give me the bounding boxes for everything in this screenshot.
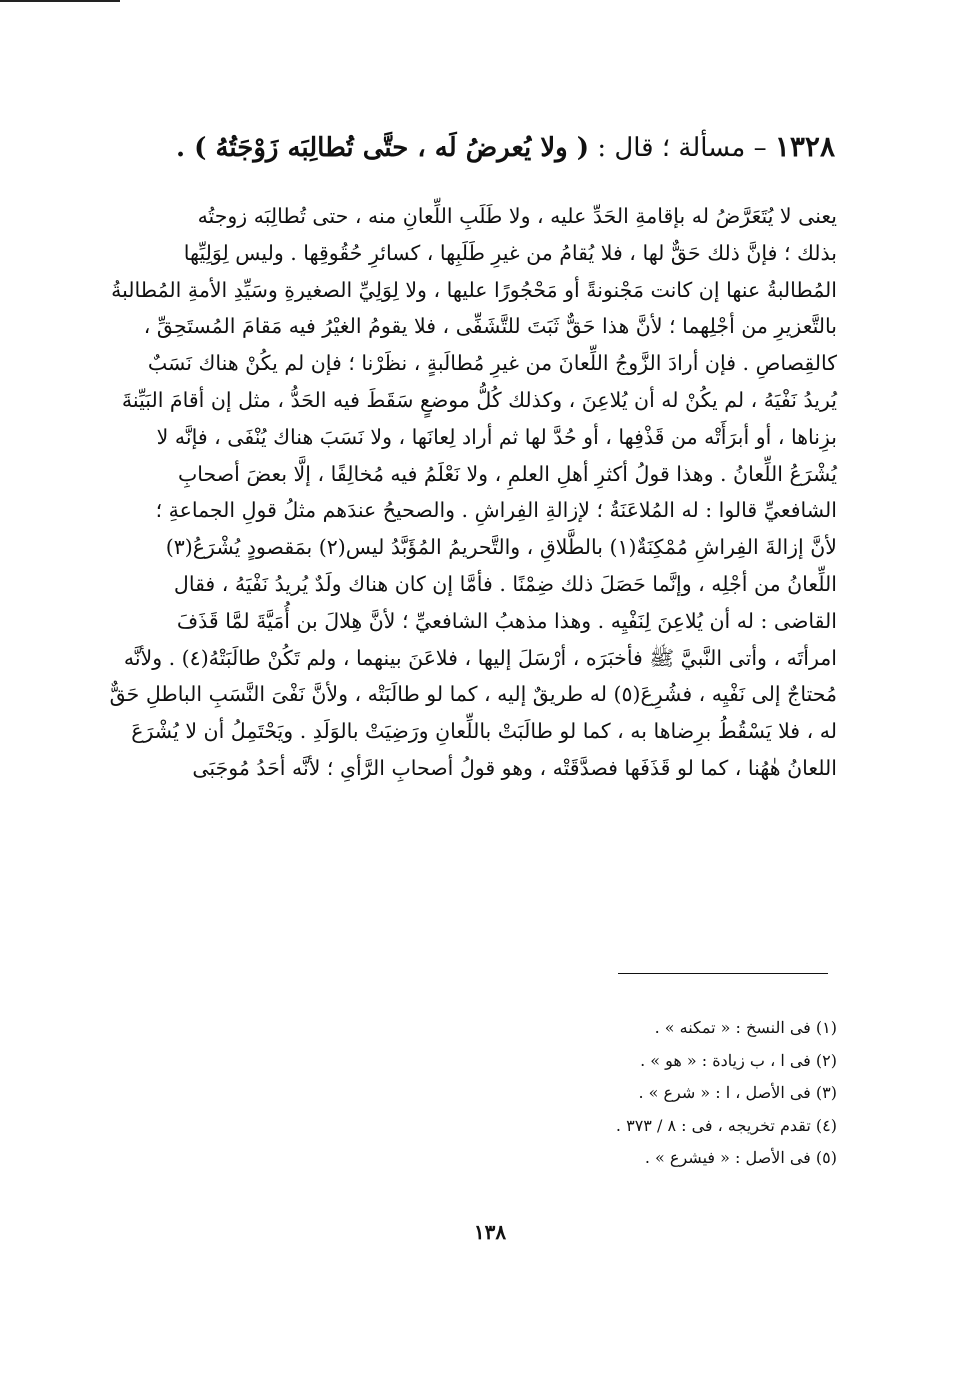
body-line: بذلك ؛ فإنَّ ذلك حَقٌّ لها ، فلا يُقامُ من غيرِ طَلَبِها ، كسائرِ حُقُوقِها . وليس لِوَلِيِّها: [183, 240, 837, 265]
body-line: بزِناها ، أو أبرَأَتْه من قَذْفِها ، أو حُدَّ لها ثم أراد لِعانَها ، ولا نَسَبَ هناك يُنْفَى ، فإنَّه لا: [156, 424, 837, 449]
heading-quote: ( ولا يُعرضُ لَه ، حتَّى تُطالِبَه زَوْجَتُهُ ) .: [176, 133, 590, 163]
footnote-separator: [618, 973, 828, 974]
body-line: بالتَّعزيرِ من أجْلِهما ؛ لأنَّ هذا حَقٌّ ثَبَتَ للتَّشَفِّى ، فلا يقومُ الغيْرُ فيه مَقامَ المُستَحِقِّ ،: [143, 314, 837, 339]
issue-number: ١٣٢٨: [774, 130, 835, 163]
body-line: اللِّعانُ من أجْلِه ، وإنَّما حَصَلَ ذلك ضِمْنًا . فأمَّا إن كان هناك ولَدٌ يُريدُ نَفْيَهُ ، فقال: [173, 571, 837, 596]
issue-heading: [150, 128, 835, 167]
body-line: يُريدُ نَفْيَهُ ، لم يكُنْ له أن يُلاعِنَ ، وكذلك كُلُّ موضعٍ سَقَطَ فيه الحَدُّ ، مثل إن أقامَ البَيِّنةَ: [121, 387, 837, 412]
footnote: (٤) تقدم تخريجه ، فى : ٨ / ٣٧٣ .: [615, 1115, 837, 1135]
body-line: المُطالبةُ عنها إن كانت مَجْنونةً أو مَحْجُورًا عليها ، ولا لِوَلِيِّ الصغيرةِ وسَيِّدِ الأمةِ المُطالبةُ: [111, 277, 837, 302]
body-line: كالقِصاصِ . فإن أرادَ الزَّوجُ اللِّعانَ من غيرِ مُطالَبةٍ ، نظَرْنا ؛ فإن لم يكُنْ هناك نَسَبٌ: [147, 351, 837, 376]
body-line: مُحتاجٌ إلى نَفْيِه ، فشُرِعَ(٥) له طريقٌ إليه ، كما لو طالَبَتْه ، ولأنَّ نَفْىَ النَّسَبِ الباطلِ حَقٌّ: [109, 682, 837, 707]
footnote: (١) فى النسخ : « تمكنه » .: [654, 1018, 837, 1037]
heading-prefix: مسألة ؛ قال :: [597, 133, 746, 163]
body-text: [109, 198, 837, 787]
body-line: لأنَّ إزالةَ الفِراشِ مُمْكِنَةٌ(١) بالطَّلاقِ ، والتَّحريمُ المُؤَبَّدُ ليس(٢) بمَقصودٍ يُشْرَعُ(٣): [165, 535, 837, 560]
body-line: اللعانُ هٰهُنا ، كما لو قَذَفَها فصدَّقَتْه ، وهو قولُ أصحابِ الرَّأىِ ؛ لأنَّه أحَدُ مُوجَبَى: [192, 755, 837, 780]
page-number: ١٣٨: [473, 1220, 507, 1244]
body-line: يُشْرَعُ اللِّعانُ . وهذا قولُ أكثرِ أهلِ العلمِ ، ولا نَعْلَمُ فيه مُخالِفًا ، إلَّا بعضَ أصحابِ: [177, 461, 837, 486]
body-line: له ، فلا يَسْقُطُ برِضاها به ، كما لو طالَبَتْ باللِّعانِ ورَضِيَتْ بالوَلَدِ . ويَحْتَمِلُ أن لا يُشْرَعَ: [131, 719, 837, 744]
scan-edge-mark: [0, 0, 120, 8]
footnote: (٥) فى الأصل : « فيشرع » .: [644, 1148, 837, 1167]
footnotes: [300, 1012, 837, 1175]
footnote: (٢) فى ا ، ب زيادة : « هو » .: [640, 1050, 837, 1070]
body-line: الشافعيِّ قالوا : له المُلاعَنَةُ ؛ لإزالةِ الفِراشِ . والصحيحُ عندَهم مثلُ قولِ الجماعةِ ؛: [155, 498, 837, 523]
footnote: (٣) فى الأصل ، ا : « شرع » .: [638, 1083, 837, 1102]
body-line: القاضى : له أن يُلاعِنَ لِنَفْيِه . وهذا مذهبُ الشافعيِّ ؛ لأنَّ هِلالَ بن أُمَيَّةَ لمَّا قَذَفَ: [176, 608, 837, 633]
heading-dash: –: [753, 133, 767, 163]
body-line: يعنى لا يُتَعَرَّضُ له بإقامةِ الحَدِّ عليه ، ولا طَلَبِ اللِّعانِ منه ، حتى تُطالِبَه زوجتُه: [197, 204, 837, 228]
body-line: امرأتَه ، وأتى النَّبيَّ ﷺ فأخبَرَه ، أرْسَلَ إليها ، فلاعَنَ بينهما ، ولم تَكُنْ طالَبَتْهُ(٤) . ولأنَّه: [123, 645, 837, 670]
